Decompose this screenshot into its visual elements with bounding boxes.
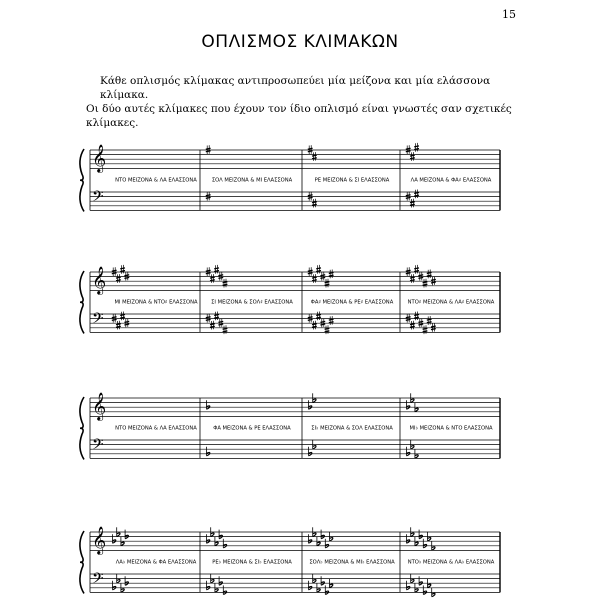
- sharp-stroke: [414, 195, 419, 196]
- sharp-icon: [218, 272, 223, 281]
- sharp-stroke: [308, 195, 313, 196]
- sharp-stroke: [312, 326, 317, 327]
- sharp-stroke: [325, 328, 330, 329]
- flat-icon: [125, 576, 128, 585]
- sharp-stroke: [308, 148, 313, 149]
- sharp-stroke: [427, 319, 432, 320]
- flat-icon: [407, 447, 410, 456]
- sharp-icon: [410, 321, 415, 330]
- sharp-stroke: [223, 282, 228, 283]
- sharp-stroke: [410, 324, 415, 325]
- flat-icon: [309, 400, 312, 409]
- flat-icon: [219, 576, 222, 585]
- sharp-icon: [223, 325, 228, 334]
- sharp-stroke: [423, 284, 428, 285]
- flat-bowl: [415, 589, 418, 592]
- sharp-icon: [410, 274, 415, 283]
- sharp-stroke: [308, 151, 313, 152]
- sharp-stroke: [418, 321, 423, 322]
- sharp-stroke: [325, 331, 330, 332]
- flat-bowl: [428, 538, 431, 541]
- key-signature-label: ΜΙ ΜΕΙΖΟΝΑ & ΝΤΟ♯ ΕΛΑΣΣΟΝΑ: [114, 299, 198, 306]
- sharp-icon: [218, 318, 223, 327]
- sharp-icon: [206, 314, 211, 323]
- sharp-stroke: [414, 268, 419, 269]
- flat-bowl: [215, 589, 218, 592]
- flat-icon: [113, 534, 116, 543]
- sharp-icon: [210, 274, 215, 283]
- sharp-icon: [329, 270, 334, 279]
- sharp-icon: [112, 267, 117, 276]
- sharp-stroke: [410, 155, 415, 156]
- sharp-stroke: [206, 197, 211, 198]
- bass-clef-icon: 𝄢: [92, 188, 104, 209]
- sharp-stroke: [214, 271, 219, 272]
- sharp-stroke: [210, 324, 215, 325]
- flat-icon: [321, 530, 324, 539]
- bass-clef-icon: 𝄢: [92, 310, 104, 331]
- sharp-stroke: [116, 324, 121, 325]
- sharp-stroke: [414, 317, 419, 318]
- system-brace: [80, 149, 84, 211]
- key-signature-label: ΛΑ ΜΕΙΖΟΝΑ & ΦΑ♯ ΕΛΑΣΣΟΝΑ: [410, 177, 492, 184]
- sharp-stroke: [210, 277, 215, 278]
- sharp-icon: [320, 318, 325, 327]
- sharp-stroke: [316, 271, 321, 272]
- page-title: ΟΠΛΙΣΜΟΣ ΚΛΙΜΑΚΩΝ: [201, 32, 399, 52]
- sharp-stroke: [423, 328, 428, 329]
- sharp-stroke: [414, 271, 419, 272]
- sharp-stroke: [329, 322, 334, 323]
- sharp-stroke: [427, 322, 432, 323]
- sharp-icon: [206, 145, 211, 154]
- flat-bowl: [330, 584, 333, 587]
- key-signature-label: ΣΟΛ ΜΕΙΖΟΝΑ & ΜΙ ΕΛΑΣΣΟΝΑ: [211, 177, 293, 184]
- sharp-icon: [206, 192, 211, 201]
- sharp-stroke: [206, 273, 211, 274]
- sharp-stroke: [214, 268, 219, 269]
- key-signature-label: ΝΤΟ♯ ΜΕΙΖΟΝΑ & ΛΑ♯ ΕΛΑΣΣΟΝΑ: [407, 299, 495, 306]
- system-brace: [80, 271, 84, 333]
- sharp-icon: [431, 276, 436, 285]
- sharp-stroke: [431, 329, 436, 330]
- sharp-stroke: [210, 326, 215, 327]
- sharp-icon: [112, 314, 117, 323]
- flat-bowl: [432, 593, 435, 596]
- flat-bowl: [411, 533, 414, 536]
- sharp-stroke: [308, 317, 313, 318]
- flat-icon: [419, 530, 422, 539]
- sharp-icon: [312, 199, 317, 208]
- sharp-stroke: [410, 158, 415, 159]
- key-signature-label: ΡΕ♭ ΜΕΙΖΟΝΑ & ΣΙ♭ ΕΛΑΣΣΟΝΑ: [212, 559, 292, 566]
- sharp-icon: [325, 279, 330, 288]
- flat-bowl: [211, 580, 214, 583]
- treble-clef-icon: 𝄞: [92, 392, 107, 420]
- sharp-stroke: [329, 319, 334, 320]
- bass-clef-icon: 𝄢: [92, 436, 104, 457]
- flat-icon: [207, 400, 210, 409]
- sharp-stroke: [124, 321, 129, 322]
- flat-icon: [423, 585, 426, 594]
- sharp-icon: [406, 145, 411, 154]
- key-signature-label: ΣΟΛ♭ ΜΕΙΖΟΝΑ & ΜΙ♭ ΕΛΑΣΣΟΝΑ: [309, 559, 395, 566]
- sharp-stroke: [124, 275, 129, 276]
- sharp-stroke: [223, 331, 228, 332]
- sharp-stroke: [218, 277, 223, 278]
- treble-clef-icon: 𝄞: [92, 526, 107, 554]
- sharp-icon: [316, 265, 321, 274]
- system-brace: [80, 531, 84, 593]
- key-signature-label: ΜΙ♭ ΜΕΙΖΟΝΑ & ΝΤΟ ΕΛΑΣΣΟΝΑ: [409, 425, 493, 432]
- flat-bowl: [117, 580, 120, 583]
- flat-bowl: [432, 547, 435, 550]
- sharp-stroke: [320, 321, 325, 322]
- sharp-icon: [312, 152, 317, 161]
- sharp-stroke: [218, 275, 223, 276]
- sharp-icon: [120, 312, 125, 321]
- key-signature-label: ΛΑ♭ ΜΕΙΖΟΝΑ & ΦΑ ΕΛΑΣΣΟΝΑ: [115, 559, 197, 566]
- sharp-stroke: [214, 315, 219, 316]
- sharp-stroke: [116, 277, 121, 278]
- sharp-stroke: [431, 326, 436, 327]
- sharp-icon: [414, 312, 419, 321]
- sharp-icon: [325, 325, 330, 334]
- sharp-stroke: [312, 324, 317, 325]
- sharp-icon: [124, 272, 129, 281]
- sharp-stroke: [406, 148, 411, 149]
- sharp-icon: [308, 192, 313, 201]
- flat-icon: [325, 539, 328, 548]
- sharp-stroke: [214, 317, 219, 318]
- sharp-stroke: [406, 319, 411, 320]
- sharp-stroke: [418, 324, 423, 325]
- flat-icon: [207, 534, 210, 543]
- sharp-stroke: [124, 277, 129, 278]
- sharp-stroke: [427, 275, 432, 276]
- sharp-stroke: [316, 268, 321, 269]
- flat-icon: [113, 581, 116, 590]
- sharp-icon: [410, 199, 415, 208]
- sharp-stroke: [308, 319, 313, 320]
- flat-icon: [223, 539, 226, 548]
- flat-bowl: [121, 589, 124, 592]
- sharp-stroke: [308, 273, 313, 274]
- sharp-stroke: [308, 197, 313, 198]
- sharp-stroke: [431, 279, 436, 280]
- flat-icon: [321, 576, 324, 585]
- sharp-icon: [329, 316, 334, 325]
- flat-bowl: [428, 584, 431, 587]
- flat-bowl: [317, 589, 320, 592]
- sharp-icon: [308, 145, 313, 154]
- sharp-icon: [124, 318, 129, 327]
- sharp-stroke: [120, 317, 125, 318]
- sharp-stroke: [112, 270, 117, 271]
- key-signature-label: ΣΙ♭ ΜΕΙΖΟΝΑ & ΣΟΛ ΕΛΑΣΣΟΝΑ: [311, 425, 393, 432]
- sharp-stroke: [427, 273, 432, 274]
- bass-clef-icon: 𝄢: [92, 570, 104, 591]
- sharp-icon: [418, 272, 423, 281]
- sharp-icon: [406, 267, 411, 276]
- sharp-icon: [210, 321, 215, 330]
- sharp-icon: [214, 312, 219, 321]
- sharp-stroke: [210, 280, 215, 281]
- key-signature-label: ΦΑ ΜΕΙΖΟΝΑ & ΡΕ ΕΛΑΣΣΟΝΑ: [213, 425, 291, 432]
- sharp-stroke: [325, 282, 330, 283]
- flat-bowl: [211, 533, 214, 536]
- sharp-icon: [308, 314, 313, 323]
- flat-icon: [207, 447, 210, 456]
- flat-bowl: [411, 399, 414, 402]
- sharp-icon: [312, 274, 317, 283]
- sharp-stroke: [206, 270, 211, 271]
- sharp-stroke: [312, 155, 317, 156]
- sharp-stroke: [218, 321, 223, 322]
- flat-bowl: [313, 399, 316, 402]
- sharp-stroke: [406, 197, 411, 198]
- sharp-icon: [308, 267, 313, 276]
- sharp-stroke: [329, 273, 334, 274]
- sharp-stroke: [410, 326, 415, 327]
- key-signature-label: ΣΙ ΜΕΙΖΟΝΑ & ΣΟΛ♯ ΕΛΑΣΣΟΝΑ: [211, 299, 293, 306]
- sharp-stroke: [414, 315, 419, 316]
- flat-icon: [423, 539, 426, 548]
- sharp-icon: [316, 312, 321, 321]
- sharp-icon: [116, 274, 121, 283]
- sharp-icon: [427, 316, 432, 325]
- sharp-stroke: [329, 275, 334, 276]
- sharp-stroke: [423, 282, 428, 283]
- sharp-stroke: [406, 195, 411, 196]
- sharp-stroke: [312, 280, 317, 281]
- flat-icon: [309, 447, 312, 456]
- key-signature-label: ΝΤΟ ΜΕΙΖΟΝΑ & ΛΑ ΕΛΑΣΣΟΝΑ: [115, 177, 197, 184]
- flat-icon: [125, 530, 128, 539]
- sharp-stroke: [414, 193, 419, 194]
- sharp-icon: [414, 190, 419, 199]
- sharp-icon: [423, 279, 428, 288]
- key-signature-label: ΦΑ♯ ΜΕΙΖΟΝΑ & ΡΕ♯ ΕΛΑΣΣΟΝΑ: [310, 299, 394, 306]
- sharp-icon: [414, 143, 419, 152]
- flat-icon: [309, 534, 312, 543]
- flat-icon: [407, 400, 410, 409]
- sharp-stroke: [423, 331, 428, 332]
- sharp-stroke: [312, 158, 317, 159]
- sharp-icon: [320, 272, 325, 281]
- flat-icon: [419, 576, 422, 585]
- sharp-stroke: [120, 268, 125, 269]
- system-brace: [80, 397, 84, 459]
- flat-bowl: [215, 542, 218, 545]
- sharp-stroke: [206, 151, 211, 152]
- sharp-stroke: [406, 317, 411, 318]
- sharp-stroke: [320, 275, 325, 276]
- sharp-stroke: [410, 204, 415, 205]
- intro-line-1: Κάθε οπλισμός κλίμακας αντιπροσωπεύει μία μείζονα και μία ελάσσονα κλίμακα.: [100, 75, 491, 101]
- sharp-icon: [414, 265, 419, 274]
- sharp-stroke: [124, 324, 129, 325]
- flat-icon: [219, 530, 222, 539]
- sharp-stroke: [223, 328, 228, 329]
- flat-bowl: [415, 455, 418, 458]
- key-signature-label: ΡΕ ΜΕΙΖΟΝΑ & ΣΙ ΕΛΑΣΣΟΝΑ: [314, 177, 390, 184]
- sharp-stroke: [223, 284, 228, 285]
- flat-bowl: [313, 580, 316, 583]
- sharp-icon: [406, 192, 411, 201]
- sharp-icon: [223, 279, 228, 288]
- sharp-icon: [120, 265, 125, 274]
- flat-bowl: [313, 446, 316, 449]
- sharp-stroke: [406, 270, 411, 271]
- key-signature-label: ΝΤΟ♭ ΜΕΙΖΟΝΑ & ΛΑ♭ ΕΛΑΣΣΟΝΑ: [407, 559, 495, 566]
- sharp-icon: [418, 318, 423, 327]
- flat-icon: [309, 581, 312, 590]
- sharp-stroke: [418, 277, 423, 278]
- sharp-stroke: [308, 270, 313, 271]
- key-signature-label: ΝΤΟ ΜΕΙΖΟΝΑ & ΛΑ ΕΛΑΣΣΟΝΑ: [115, 425, 197, 432]
- sharp-icon: [214, 265, 219, 274]
- flat-bowl: [313, 533, 316, 536]
- flat-bowl: [415, 542, 418, 545]
- sharp-stroke: [206, 319, 211, 320]
- sharp-stroke: [206, 148, 211, 149]
- sharp-stroke: [116, 280, 121, 281]
- flat-bowl: [415, 408, 418, 411]
- sharp-stroke: [418, 275, 423, 276]
- intro-line-3: κλίμακες.: [86, 117, 139, 129]
- sharp-stroke: [116, 326, 121, 327]
- sharp-icon: [427, 270, 432, 279]
- flat-bowl: [121, 542, 124, 545]
- sharp-stroke: [316, 315, 321, 316]
- flat-bowl: [330, 538, 333, 541]
- sharp-stroke: [206, 317, 211, 318]
- flat-bowl: [317, 542, 320, 545]
- intro-line-2: Οι δύο αυτές κλίμακες που έχουν τον ίδιο οπλισμό είναι γνωστές σαν σχετικές: [86, 103, 512, 115]
- sharp-stroke: [414, 149, 419, 150]
- sharp-stroke: [406, 151, 411, 152]
- sharp-stroke: [312, 204, 317, 205]
- flat-icon: [407, 581, 410, 590]
- sharp-stroke: [406, 273, 411, 274]
- sharp-stroke: [325, 284, 330, 285]
- sharp-stroke: [218, 324, 223, 325]
- sharp-stroke: [320, 277, 325, 278]
- flat-icon: [407, 534, 410, 543]
- sharp-stroke: [320, 324, 325, 325]
- flat-icon: [325, 585, 328, 594]
- sharp-stroke: [120, 315, 125, 316]
- flat-bowl: [117, 533, 120, 536]
- sharp-stroke: [410, 277, 415, 278]
- sharp-icon: [406, 314, 411, 323]
- flat-bowl: [411, 580, 414, 583]
- sharp-icon: [431, 323, 436, 332]
- sharp-stroke: [312, 202, 317, 203]
- sharp-stroke: [431, 282, 436, 283]
- sharp-stroke: [410, 202, 415, 203]
- sharp-icon: [116, 321, 121, 330]
- flat-icon: [223, 585, 226, 594]
- sharp-stroke: [316, 317, 321, 318]
- sharp-stroke: [112, 319, 117, 320]
- sharp-stroke: [206, 195, 211, 196]
- sharp-stroke: [312, 277, 317, 278]
- flat-bowl: [411, 446, 414, 449]
- sharp-icon: [206, 267, 211, 276]
- sharp-stroke: [112, 317, 117, 318]
- sharp-icon: [410, 152, 415, 161]
- sharp-stroke: [410, 280, 415, 281]
- sharp-icon: [312, 321, 317, 330]
- flat-icon: [207, 581, 210, 590]
- sharp-stroke: [112, 273, 117, 274]
- treble-clef-icon: 𝄞: [92, 266, 107, 294]
- page-number: 15: [502, 8, 516, 21]
- sharp-stroke: [120, 271, 125, 272]
- sharp-icon: [423, 325, 428, 334]
- sharp-stroke: [414, 146, 419, 147]
- treble-clef-icon: 𝄞: [92, 144, 107, 172]
